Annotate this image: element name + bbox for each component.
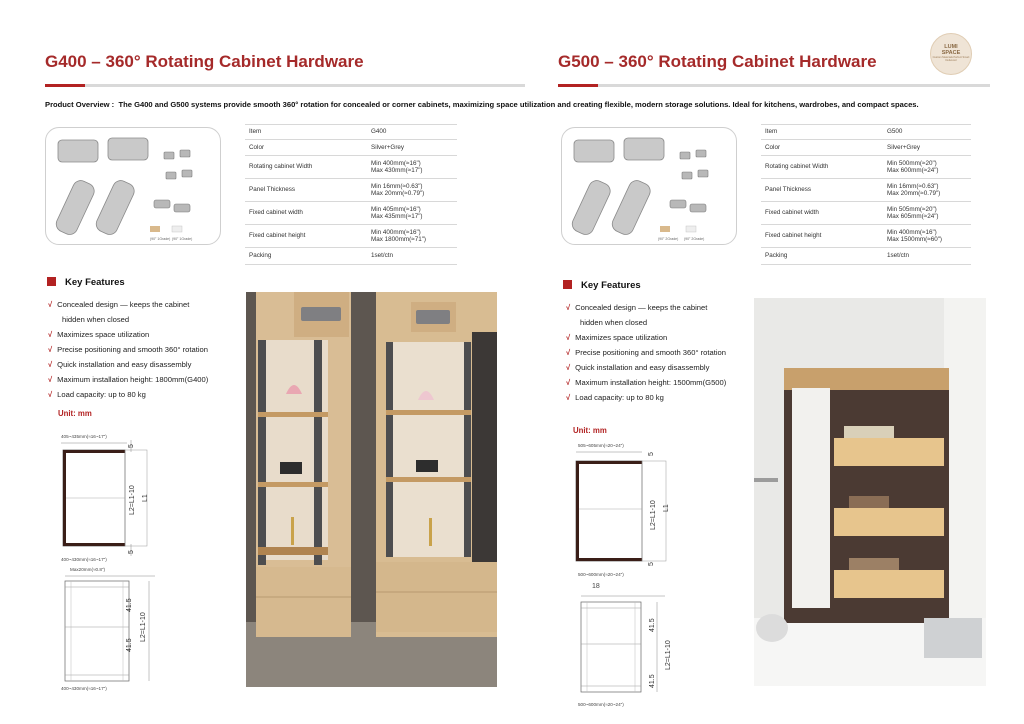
- g400-feature-list: [48, 297, 208, 402]
- hinge-plate: [58, 140, 98, 162]
- hinge-plate: [574, 140, 614, 162]
- g500-product-image: [561, 127, 737, 245]
- bolt: [690, 204, 706, 212]
- g400-dim-side-a: 5: [128, 444, 135, 448]
- bolt: [174, 204, 190, 212]
- clip: [180, 150, 190, 157]
- product-label: (90° 1Grade): [172, 237, 193, 241]
- g400-dim-h1: 41.5: [126, 598, 133, 612]
- spec-row: Item G500: [761, 125, 971, 140]
- spec-row: Packing 1set/ctn: [761, 248, 971, 265]
- lumi-space-logo: LUMI SPACE Custom Materials Perfect Smart Delivered: [930, 33, 972, 75]
- list-item: √ Maximum installation height: 1800mm(G400): [48, 375, 209, 384]
- g400-unit-label: Unit: mm: [58, 409, 92, 418]
- g400-plan-drawing: [55, 440, 155, 560]
- heading-marker-icon: [563, 280, 572, 289]
- product-label: (90° 1Grade): [150, 237, 171, 241]
- spec-row: Fixed cabinet width Min 405mm(≈16") Max 435mm(≈17"): [245, 202, 457, 225]
- g500-title: G500 – 360° Rotating Cabinet Hardware: [558, 52, 877, 71]
- spec-row: Fixed cabinet height Min 400mm(≈16") Max 1800mm(≈71"): [245, 225, 457, 248]
- g500-dim-h1: 41.5: [649, 618, 656, 632]
- g400-dim-bottom-width2: 400~430mm(≈16~17"): [61, 686, 107, 691]
- list-item: √ Precise positioning and smooth 360° rotation: [48, 345, 208, 354]
- g500-dim-top-width: 505~605mm(≈20~24"): [578, 443, 624, 448]
- bolt: [670, 200, 686, 208]
- product-overview: Product Overview : The G400 and G500 systems provide smooth 360° rotation for concealed or corner cabinets, maximizing space utilization and creating flexible, modern storage solutions. Ideal for kitchens, wardrobes, and compact spaces.: [45, 100, 919, 109]
- pivot-arm: [610, 178, 653, 237]
- g400-dim-top-width: 405~435mm(≈16~17"): [61, 434, 107, 439]
- g400-title: G400 – 360° Rotating Cabinet Hardware: [45, 52, 364, 71]
- spec-row: Item G400: [245, 125, 457, 140]
- g400-dim-l1: L1: [142, 494, 149, 502]
- g500-feature-list: [566, 300, 726, 405]
- g400-title-rule: [85, 84, 525, 87]
- g500-hardware-illustration: [562, 128, 737, 245]
- list-item: √ Maximum installation height: 1500mm(G500): [566, 378, 727, 387]
- heading-marker-icon: [47, 277, 56, 286]
- spec-row: Rotating cabinet Width Min 500mm(≈20") Max 600mm(≈24"): [761, 156, 971, 179]
- clip: [680, 152, 690, 159]
- g500-kitchen-photo: [754, 298, 986, 686]
- sample-swatch: [660, 226, 670, 232]
- g400-wardrobe-photo: [246, 292, 497, 687]
- g400-dim-max: Max20mm(≈0.8"): [70, 567, 106, 572]
- g500-dim-side-b: 5: [648, 562, 655, 566]
- g400-product-image: [45, 127, 221, 245]
- list-item: √ Maximizes space utilization: [566, 333, 668, 342]
- pivot-arm: [54, 178, 97, 237]
- g400-dim-bottom-width: 400~430mm(≈16~17"): [61, 557, 107, 562]
- g500-dim-max: 18: [592, 583, 600, 590]
- spec-row: Color Silver+Grey: [761, 140, 971, 156]
- spec-row: Fixed cabinet width Min 505mm(≈20") Max 605mm(≈24"): [761, 202, 971, 225]
- g500-title-rule: [598, 84, 990, 87]
- product-label: (90° 2Grade): [684, 237, 705, 241]
- pivot-arm: [570, 178, 613, 237]
- g500-dim-h2: 41.5: [649, 674, 656, 688]
- g500-dim-bottom-width2: 500~600mm(≈20~24"): [578, 702, 624, 707]
- clip: [182, 170, 192, 177]
- g500-dim-l2b: L2=L1-10: [665, 640, 672, 670]
- g400-dim-l2b: L2=L1-10: [140, 612, 147, 642]
- g500-unit-label: Unit: mm: [573, 426, 607, 435]
- g400-key-features-heading: Key Features: [47, 277, 125, 288]
- spec-row: Fixed cabinet height Min 400mm(≈16") Max 1500mm(≈60"): [761, 225, 971, 248]
- sample-swatch: [686, 226, 696, 232]
- list-item: hidden when closed: [62, 315, 130, 324]
- list-item: √ Quick installation and easy disassembly: [48, 360, 192, 369]
- g500-elevation-drawing: [575, 594, 675, 700]
- product-label: (90° 2Grade): [658, 237, 679, 241]
- g500-spec-table: [761, 124, 971, 265]
- list-item: √ Precise positioning and smooth 360° rotation: [566, 348, 726, 357]
- clip: [696, 150, 706, 157]
- g500-dim-l2: L2=L1-10: [650, 500, 657, 530]
- list-item: √ Concealed design — keeps the cabinet: [48, 300, 190, 309]
- pivot-arm: [94, 178, 137, 237]
- g500-key-features-heading: Key Features: [563, 280, 641, 291]
- bolt: [154, 200, 170, 208]
- g400-elevation-drawing: [55, 573, 165, 688]
- g400-spec-table: [245, 124, 457, 265]
- sample-swatch: [150, 226, 160, 232]
- list-item: √ Maximizes space utilization: [48, 330, 150, 339]
- clip: [698, 170, 708, 177]
- sample-swatch: [172, 226, 182, 232]
- spec-row: Panel Thickness Min 16mm(≈0.63") Max 20mm(≈0.79"): [245, 179, 457, 202]
- spec-row: Color Silver+Grey: [245, 140, 457, 156]
- list-item: √ Quick installation and easy disassembly: [566, 363, 710, 372]
- g400-hardware-illustration: [46, 128, 221, 245]
- list-item: √ Concealed design — keeps the cabinet: [566, 303, 708, 312]
- hinge-plate: [108, 138, 148, 160]
- g500-dim-bottom-width: 500~600mm(≈20~24"): [578, 572, 624, 577]
- g400-dim-h2: 41.5: [126, 638, 133, 652]
- list-item: hidden when closed: [580, 318, 648, 327]
- g400-dim-side-b: 5: [128, 550, 135, 554]
- spec-row: Packing 1set/ctn: [245, 248, 457, 265]
- g500-dim-l1: L1: [663, 504, 670, 512]
- g500-title-accent: [558, 84, 598, 87]
- spec-row: Rotating cabinet Width Min 400mm(≈16") Max 430mm(≈17"): [245, 156, 457, 179]
- list-item: √ Load capacity: up to 80 kg: [48, 390, 146, 399]
- clip: [164, 152, 174, 159]
- g400-title-accent: [45, 84, 85, 87]
- list-item: √ Load capacity: up to 80 kg: [566, 393, 664, 402]
- clip: [682, 172, 692, 179]
- clip: [166, 172, 176, 179]
- g500-dim-side-a: 5: [648, 452, 655, 456]
- hinge-plate: [624, 138, 664, 160]
- spec-row: Panel Thickness Min 16mm(≈0.63") Max 20mm(≈0.79"): [761, 179, 971, 202]
- g400-dim-l2: L2=L1-10: [129, 485, 136, 515]
